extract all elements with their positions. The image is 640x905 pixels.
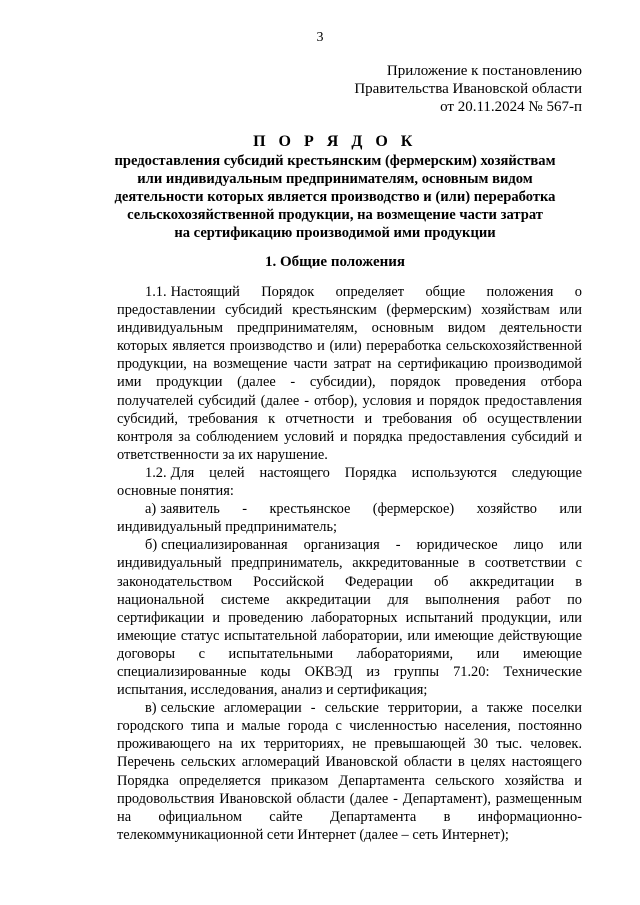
paragraph-number: 1.1. [145, 284, 167, 300]
title-line: на сертификацию производимой ими продукции [174, 225, 496, 241]
title-word: П О Р Я Д О К [253, 133, 417, 150]
title-line: деятельности которых является производство и (или) переработка [114, 189, 556, 205]
subitem-letter: в) [145, 700, 157, 717]
paragraph-text: заявитель - крестьянское (фермерское) хозяйство или индивидуальный предприниматель; [117, 501, 582, 536]
paragraph-1-2 [117, 464, 582, 500]
title-line: или индивидуальным предпринимателям, основным видом [137, 171, 533, 187]
appendix-line-2: Правительства Ивановской области [354, 81, 582, 97]
section-heading: 1. Общие положения [264, 254, 406, 270]
appendix-line-1: Приложение к постановлению [386, 63, 582, 79]
title-line: предоставления субсидий крестьянским (фермерским) хозяйствам [114, 153, 556, 169]
paragraph-number: 1.2. [145, 464, 167, 481]
paragraph-text: Настоящий Порядок определяет общие положения о предоставлении субсидий крестьянским (фермерским) хозяйствам или индивидуальным предпринимателям, основным видом деятельности которых является производство и (или) переработка сельскохозяйственной продукции, на возмещение части затрат на сертификацию производимой ими продукции (далее - субсидии), порядок проведения отбора получателей субсидий (далее - отбор), условия и порядок предоставления субсидий, требования к отчетности и требования об осуществлении контроля за соблюдением условий и порядка предоставления субсидий и ответственности за их нарушение. [117, 284, 582, 463]
subitem-b [117, 536, 582, 699]
appendix-header [354, 62, 582, 116]
paragraph-text: Для целей настоящего Порядка используются следующие основные понятия: [117, 464, 582, 500]
subitem-letter: а) [145, 501, 157, 518]
subitem-v [117, 699, 582, 844]
page-number: 3 [316, 30, 324, 45]
paragraph-text: сельские агломерации - сельские территории, а также поселки городского типа и малые города с численностью населения, постоянно проживающего на их территориях, не превышающей 30 тыс. человек. Перечень сельских агломераций Ивановской области в целях настоящего Порядка определяется приказом Департамента сельского хозяйства и продовольствия Ивановской области (далее - Департамент), размещенным на официальном сайте Департамента в информационно-телекоммуникационной сети Интернет (далее – сеть Интернет); [117, 700, 582, 843]
document-body [117, 283, 582, 844]
paragraph-text: специализированная организация - юридическое лицо или индивидуальный предприниматель, аккредитованные в соответствии с законодательством Российской Федерации об аккредитации в национальной системе аккредитации для выполнения работ по сертификации и проведению лабораторных испытаний продукции, или имеющие статус испытательной лаборатории, или имеющие действующие договоры с испытательными лабораториями, или имеющие специализированные коды ОКВЭД из группы 71.20: Технические испытания, исследования, анализ и сертификация; [117, 537, 582, 699]
title-line: сельскохозяйственной продукции, на возмещение части затрат [127, 207, 543, 223]
paragraph-1-1 [117, 283, 582, 464]
document-title [110, 133, 560, 242]
subitem-letter: б) [145, 537, 158, 554]
appendix-line-3: от 20.11.2024 № 567-п [440, 99, 582, 115]
subitem-a [117, 500, 582, 536]
